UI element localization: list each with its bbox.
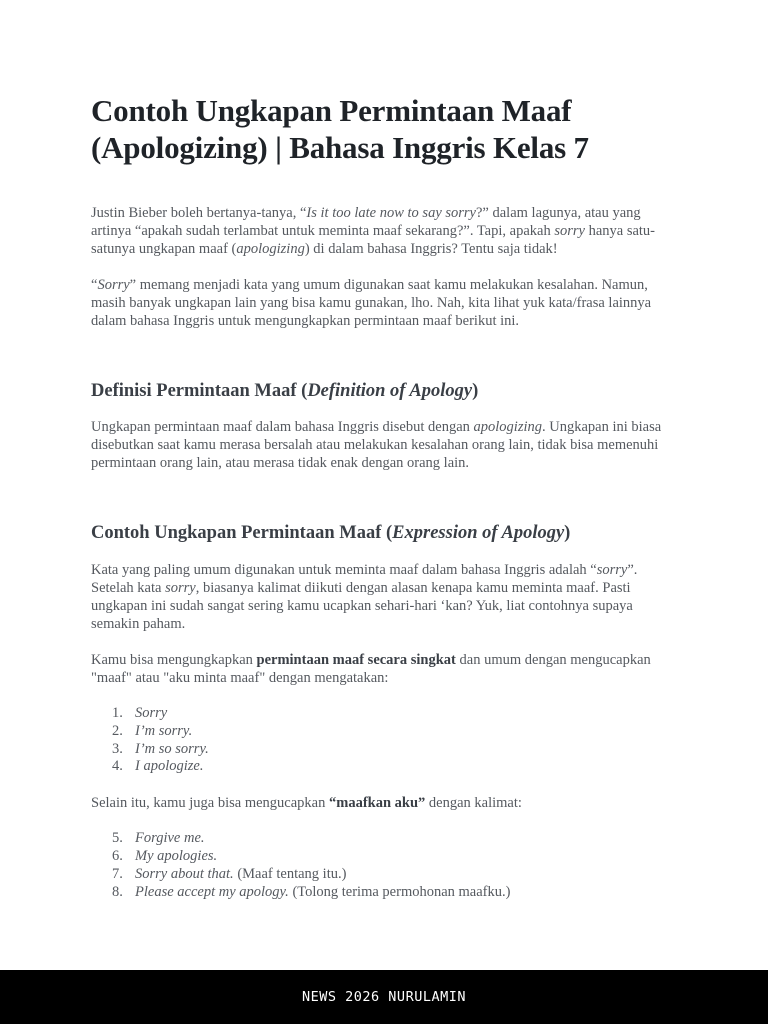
italic-text: Please accept my apology. — [135, 883, 289, 900]
article — [91, 92, 683, 901]
italic-text: sorry — [596, 562, 628, 578]
text-run: dan umum dengan mengucapkan "maaf" atau "aku minta maaf" dengan mengatakan: — [91, 652, 651, 686]
text-run: ) — [472, 381, 479, 401]
list-item-number: 2. — [112, 722, 123, 739]
apology-list-forgive — [91, 830, 683, 901]
italic-text: I apologize. — [135, 758, 204, 775]
text-run: Contoh Ungkapan Permintaan Maaf ( — [91, 523, 393, 543]
expression-paragraph-2 — [91, 651, 683, 687]
text-run: Kamu bisa mengungkapkan — [91, 652, 257, 668]
list-item — [91, 884, 683, 902]
list-item — [91, 848, 683, 866]
text-run: (Tolong terima permohonan maafku.) — [288, 883, 511, 900]
list-item — [91, 705, 683, 723]
apology-list-short — [91, 705, 683, 776]
text-run: Definisi Permintaan Maaf ( — [91, 381, 308, 401]
italic-text: I’m sorry. — [135, 722, 193, 739]
text-run: ?” dalam lagunya, atau yang artinya “apakah sudah terlambat untuk meminta maaf sekarang?”. Tapi, apakah — [91, 205, 641, 239]
text-run: ) di dalam bahasa Inggris? Tentu saja tidak! — [304, 241, 558, 257]
expression-paragraph-3 — [91, 794, 683, 812]
text-run: Kata yang paling umum digunakan untuk meminta maaf dalam bahasa Inggris adalah “ — [91, 562, 597, 578]
list-item-number: 8. — [112, 883, 123, 900]
list-item — [91, 723, 683, 741]
list-item-number: 3. — [112, 740, 123, 757]
text-run: hanya satu-satunya ungkapan maaf ( — [91, 223, 656, 257]
list-item-number: 6. — [112, 847, 123, 864]
page-title: Contoh Ungkapan Permintaan Maaf (Apologizing) | Bahasa Inggris Kelas 7 — [91, 93, 589, 165]
text-run: ) — [564, 523, 571, 543]
text-run: , biasanya kalimat diikuti dengan alasan kenapa kamu meminta maaf. Pasti ungkapan ini sudah sangat sering kamu ucapkan sehari-hari ‘kan? Yuk, liat contohnya supaya semakin paham. — [91, 580, 633, 632]
text-run: (Maaf tentang itu.) — [233, 865, 347, 882]
text-run: dengan kalimat: — [425, 795, 522, 812]
text-run: ” memang menjadi kata yang umum digunakan saat kamu melakukan kesalahan. Namun, masih banyak ungkapan lain yang bisa kamu gunakan, lho. Nah, kita lihat yuk kata/frasa lainnya dalam bahasa Inggris untuk mengungkapkan permintaan maaf berikut ini. — [91, 277, 652, 329]
italic-text: Sorry — [97, 277, 130, 293]
footer-text: NEWS 2026 NURULAMIN — [302, 989, 466, 1005]
bold-text: “maafkan aku” — [328, 795, 426, 812]
text-run: . Ungkapan ini biasa disebutkan saat kamu merasa bersalah atau melakukan kesalahan orang lain, tidak bisa memenuhi permintaan orang lain, atau merasa tidak enak dengan orang lain. — [91, 419, 662, 471]
italic-text: apologizing — [473, 419, 542, 435]
list-item-number: 1. — [112, 705, 123, 721]
italic-text: sorry — [554, 223, 585, 239]
italic-text: Forgive me. — [135, 830, 205, 847]
italic-text: Sorry — [135, 705, 168, 721]
list-item — [91, 758, 683, 776]
section-heading-expression — [91, 522, 683, 544]
italic-text: I’m so sorry. — [135, 740, 209, 757]
expression-paragraph-1 — [91, 561, 683, 633]
italic-text: Definition of Apology — [307, 381, 473, 401]
list-item-number: 4. — [112, 758, 123, 775]
text-run: Ungkapan permintaan maaf dalam bahasa Inggris disebut dengan — [91, 419, 474, 435]
italic-text: Expression of Apology — [392, 523, 565, 543]
italic-text: apologizing — [236, 241, 305, 257]
italic-text: sorry — [165, 580, 196, 596]
bold-text: permintaan maaf secara singkat — [256, 652, 456, 668]
intro-paragraph-1 — [91, 204, 683, 258]
definition-paragraph — [91, 418, 683, 472]
list-item — [91, 830, 683, 848]
text-run: Selain itu, kamu juga bisa mengucapkan — [91, 795, 329, 812]
list-item — [91, 741, 683, 759]
section-heading-definition — [91, 380, 683, 402]
intro-paragraph-2 — [91, 276, 683, 330]
text-run: “ — [91, 277, 98, 293]
text-run: ”. Setelah kata — [91, 562, 638, 596]
text-run: Justin Bieber boleh bertanya-tanya, “ — [91, 205, 307, 221]
footer-banner — [0, 970, 768, 1024]
list-item-number: 7. — [112, 865, 123, 882]
italic-text: Is it too late now to say sorry — [306, 205, 476, 221]
italic-text: Sorry about that. — [135, 865, 234, 882]
list-item-number: 5. — [112, 830, 123, 847]
italic-text: My apologies. — [135, 847, 218, 864]
list-item — [91, 866, 683, 884]
